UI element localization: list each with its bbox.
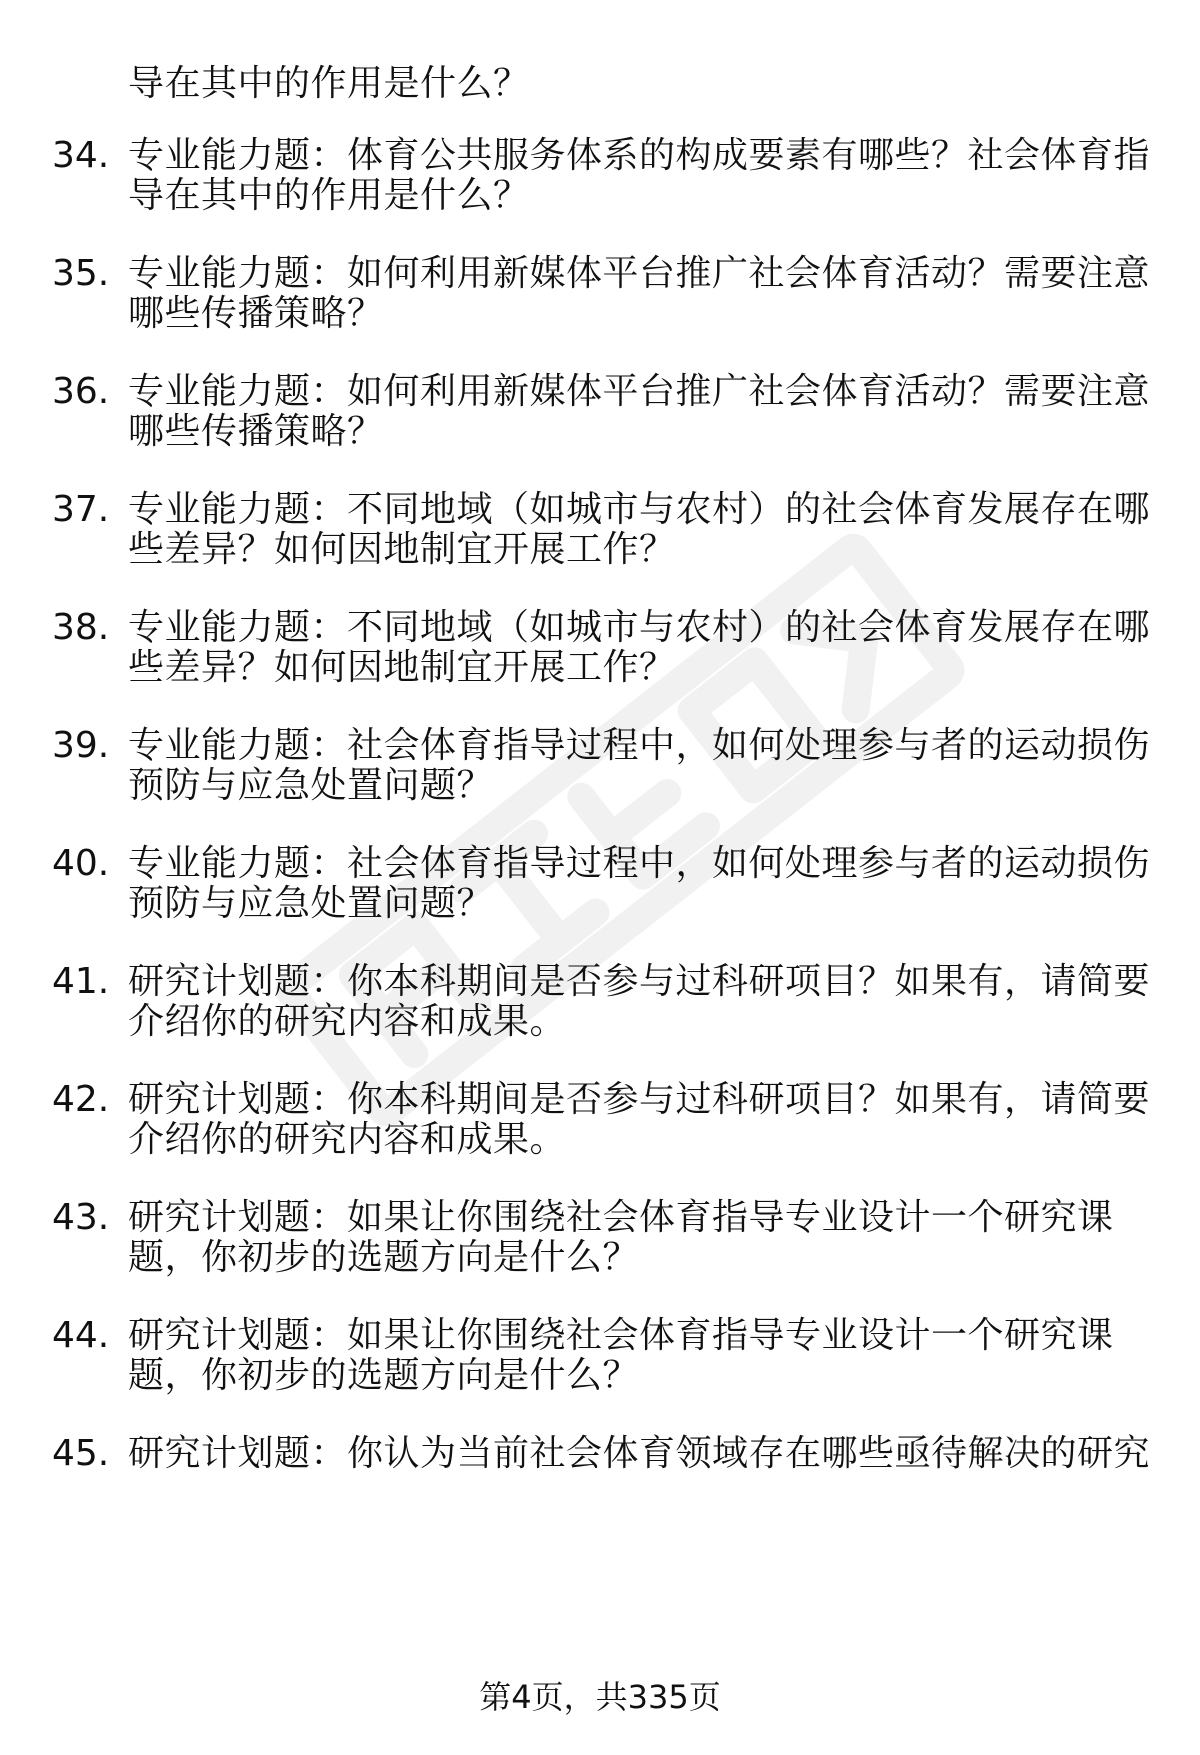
question-text-line: 研究计划题：你认为当前社会体育领域存在哪些亟待解决的研究 bbox=[128, 1433, 1151, 1474]
question-text-line: 预防与应急处置问题？ bbox=[128, 883, 494, 924]
question-text-line: 研究计划题：如果让你围绕社会体育指导专业设计一个研究课 bbox=[128, 1197, 1114, 1238]
continuation-line: 导在其中的作用是什么？ bbox=[128, 63, 530, 104]
question-text-line: 导在其中的作用是什么？ bbox=[128, 175, 530, 216]
question-text-line: 专业能力题：如何利用新媒体平台推广社会体育活动？需要注意 bbox=[128, 371, 1151, 412]
question-text-line: 哪些传播策略？ bbox=[128, 411, 384, 452]
question-number: 37. bbox=[52, 489, 110, 530]
question-number: 42. bbox=[52, 1079, 110, 1120]
question-text-line: 研究计划题：你本科期间是否参与过科研项目？如果有，请简要 bbox=[128, 961, 1151, 1002]
question-text-line: 专业能力题：体育公共服务体系的构成要素有哪些？社会体育指 bbox=[128, 135, 1151, 176]
question-text-line: 题，你初步的选题方向是什么？ bbox=[128, 1237, 640, 1278]
question-text-line: 些差异？如何因地制宜开展工作？ bbox=[128, 529, 676, 570]
question-number: 38. bbox=[52, 607, 110, 648]
question-number: 40. bbox=[52, 843, 110, 884]
question-number: 34. bbox=[52, 135, 110, 176]
question-text-line: 专业能力题：社会体育指导过程中，如何处理参与者的运动损伤 bbox=[128, 843, 1151, 884]
question-text-line: 题，你初步的选题方向是什么？ bbox=[128, 1355, 640, 1396]
question-number: 45. bbox=[52, 1433, 110, 1474]
question-number: 43. bbox=[52, 1197, 110, 1238]
question-number: 41. bbox=[52, 961, 110, 1002]
question-text-line: 预防与应急处置问题？ bbox=[128, 765, 494, 806]
question-text-line: 介绍你的研究内容和成果。 bbox=[128, 1001, 567, 1042]
question-number: 35. bbox=[52, 253, 110, 294]
question-text-line: 专业能力题：社会体育指导过程中，如何处理参与者的运动损伤 bbox=[128, 725, 1151, 766]
question-text-line: 专业能力题：不同地域（如城市与农村）的社会体育发展存在哪 bbox=[128, 607, 1151, 648]
question-text-line: 研究计划题：如果让你围绕社会体育指导专业设计一个研究课 bbox=[128, 1315, 1114, 1356]
question-text-line: 专业能力题：如何利用新媒体平台推广社会体育活动？需要注意 bbox=[128, 253, 1151, 294]
question-text-line: 研究计划题：你本科期间是否参与过科研项目？如果有，请简要 bbox=[128, 1079, 1151, 1120]
question-text-line: 专业能力题：不同地域（如城市与农村）的社会体育发展存在哪 bbox=[128, 489, 1151, 530]
page-footer: 第4页，共335页 bbox=[479, 1678, 721, 1716]
question-text-line: 介绍你的研究内容和成果。 bbox=[128, 1119, 567, 1160]
question-number: 39. bbox=[52, 725, 110, 766]
question-text-line: 哪些传播策略？ bbox=[128, 293, 384, 334]
question-text-line: 些差异？如何因地制宜开展工作？ bbox=[128, 647, 676, 688]
question-number: 44. bbox=[52, 1315, 110, 1356]
question-number: 36. bbox=[52, 371, 110, 412]
